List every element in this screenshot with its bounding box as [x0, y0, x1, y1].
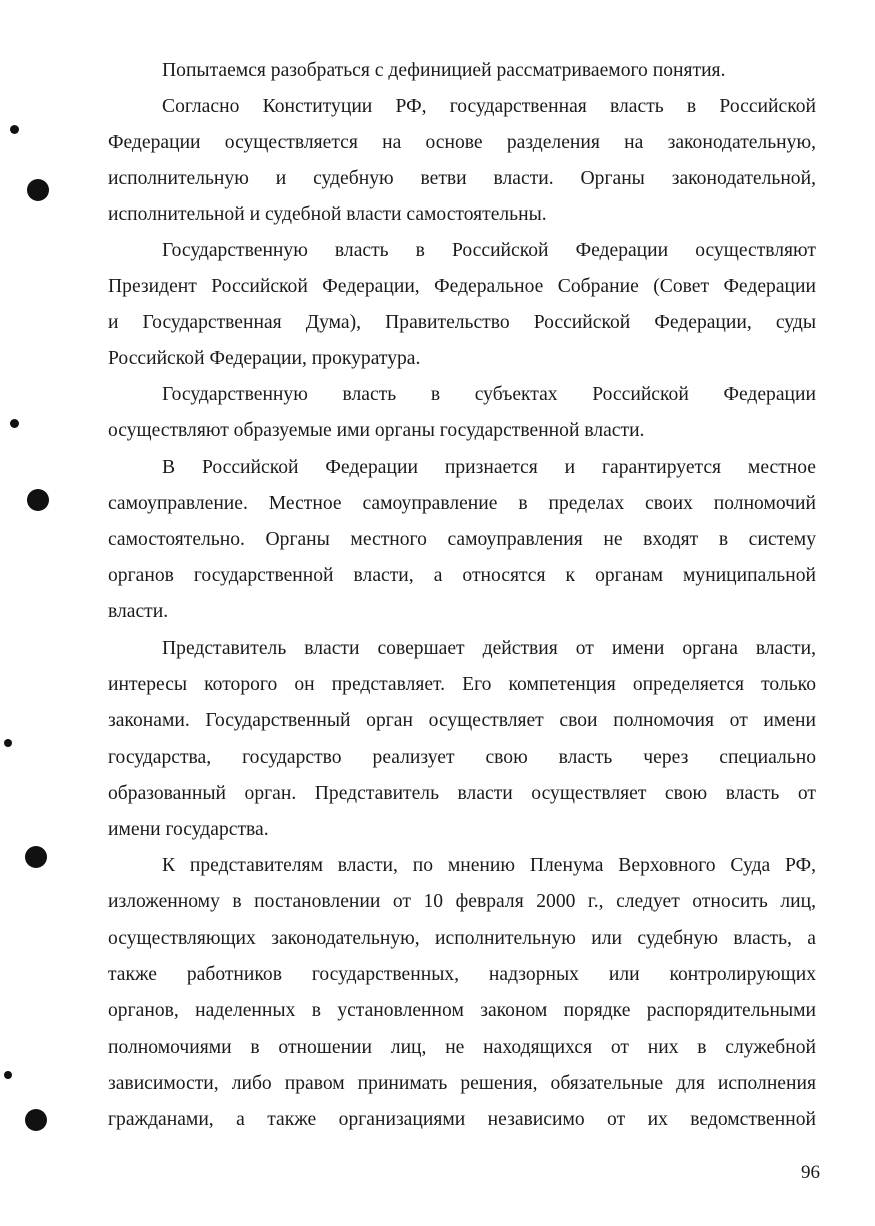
binder-hole-mark: [10, 125, 19, 134]
paragraph-7-line-1: К представителям власти, по мнению Пленума Верховного Суда РФ,: [162, 855, 816, 876]
paragraph-7-line-5: органов, наделенных в установленном законом порядке распорядительными: [108, 1000, 816, 1021]
paragraph-6-line-1: Представитель власти совершает действия от имени органа власти,: [162, 638, 816, 659]
paragraph-6-line-5: образованный орган. Представитель власти осуществляет свою власть от: [108, 783, 816, 804]
paragraph-6-line-4: государства, государство реализует свою власть через специально: [108, 747, 816, 768]
binder-hole: [27, 489, 49, 511]
paragraph-3-line-4: Российской Федерации, прокуратура.: [108, 348, 421, 369]
paragraph-3-line-1: Государственную власть в Российской Федерации осуществляют: [162, 240, 816, 261]
paragraph-2-line-2: Федерации осуществляется на основе разделения на законодательную,: [108, 132, 816, 153]
paragraph-5-line-4: органов государственной власти, а относятся к органам муниципальной: [108, 565, 816, 586]
binder-hole: [25, 846, 47, 868]
paragraph-7-line-6: полномочиями в отношении лиц, не находящихся от них в служебной: [108, 1037, 816, 1058]
paragraph-3-line-3: и Государственная Дума), Правительство Российской Федерации, суды: [108, 312, 816, 333]
paragraph-4-line-2: осуществляют образуемые ими органы государственной власти.: [108, 420, 645, 441]
paragraph-5-line-1: В Российской Федерации признается и гарантируется местное: [162, 457, 816, 478]
paragraph-7-line-2: изложенному в постановлении от 10 февраля 2000 г., следует относить лиц,: [108, 891, 816, 912]
paragraph-5-line-3: самостоятельно. Органы местного самоуправления не входят в систему: [108, 529, 816, 550]
paragraph-5-line-2: самоуправление. Местное самоуправление в пределах своих полномочий: [108, 493, 816, 514]
binder-hole: [25, 1109, 47, 1131]
paragraph-6-line-2: интересы которого он представляет. Его компетенция определяется только: [108, 674, 816, 695]
paragraph-5-line-5: власти.: [108, 601, 169, 622]
binder-hole-mark: [10, 419, 19, 428]
paragraph-7-line-7: зависимости, либо правом принимать решения, обязательные для исполнения: [108, 1073, 816, 1094]
paragraph-2-line-4: исполнительной и судебной власти самостоятельны.: [108, 204, 547, 225]
page-number: 96: [801, 1162, 820, 1183]
paragraph-2-line-1: Согласно Конституции РФ, государственная власть в Российской: [162, 96, 816, 117]
paragraph-7-line-3: осуществляющих законодательную, исполнительную или судебную власть, а: [108, 928, 816, 949]
paragraph-2-line-3: исполнительную и судебную ветви власти. Органы законодательной,: [108, 168, 816, 189]
paragraph-6-line-3: законами. Государственный орган осуществляет свои полномочия от имени: [108, 710, 816, 731]
paragraph-7-line-8: гражданами, а также организациями независимо от их ведомственной: [108, 1109, 816, 1130]
binder-hole-mark: [4, 1071, 12, 1079]
paragraph-6-line-6: имени государства.: [108, 819, 269, 840]
paragraph-7-line-4: также работников государственных, надзорных или контролирующих: [108, 964, 816, 985]
paragraph-1-line-1: Попытаемся разобраться с дефиницией рассматриваемого понятия.: [162, 60, 726, 81]
binder-hole: [27, 179, 49, 201]
binder-hole-mark: [4, 739, 12, 747]
paragraph-4-line-1: Государственную власть в субъектах Российской Федерации: [162, 384, 816, 405]
paragraph-3-line-2: Президент Российской Федерации, Федеральное Собрание (Совет Федерации: [108, 276, 816, 297]
